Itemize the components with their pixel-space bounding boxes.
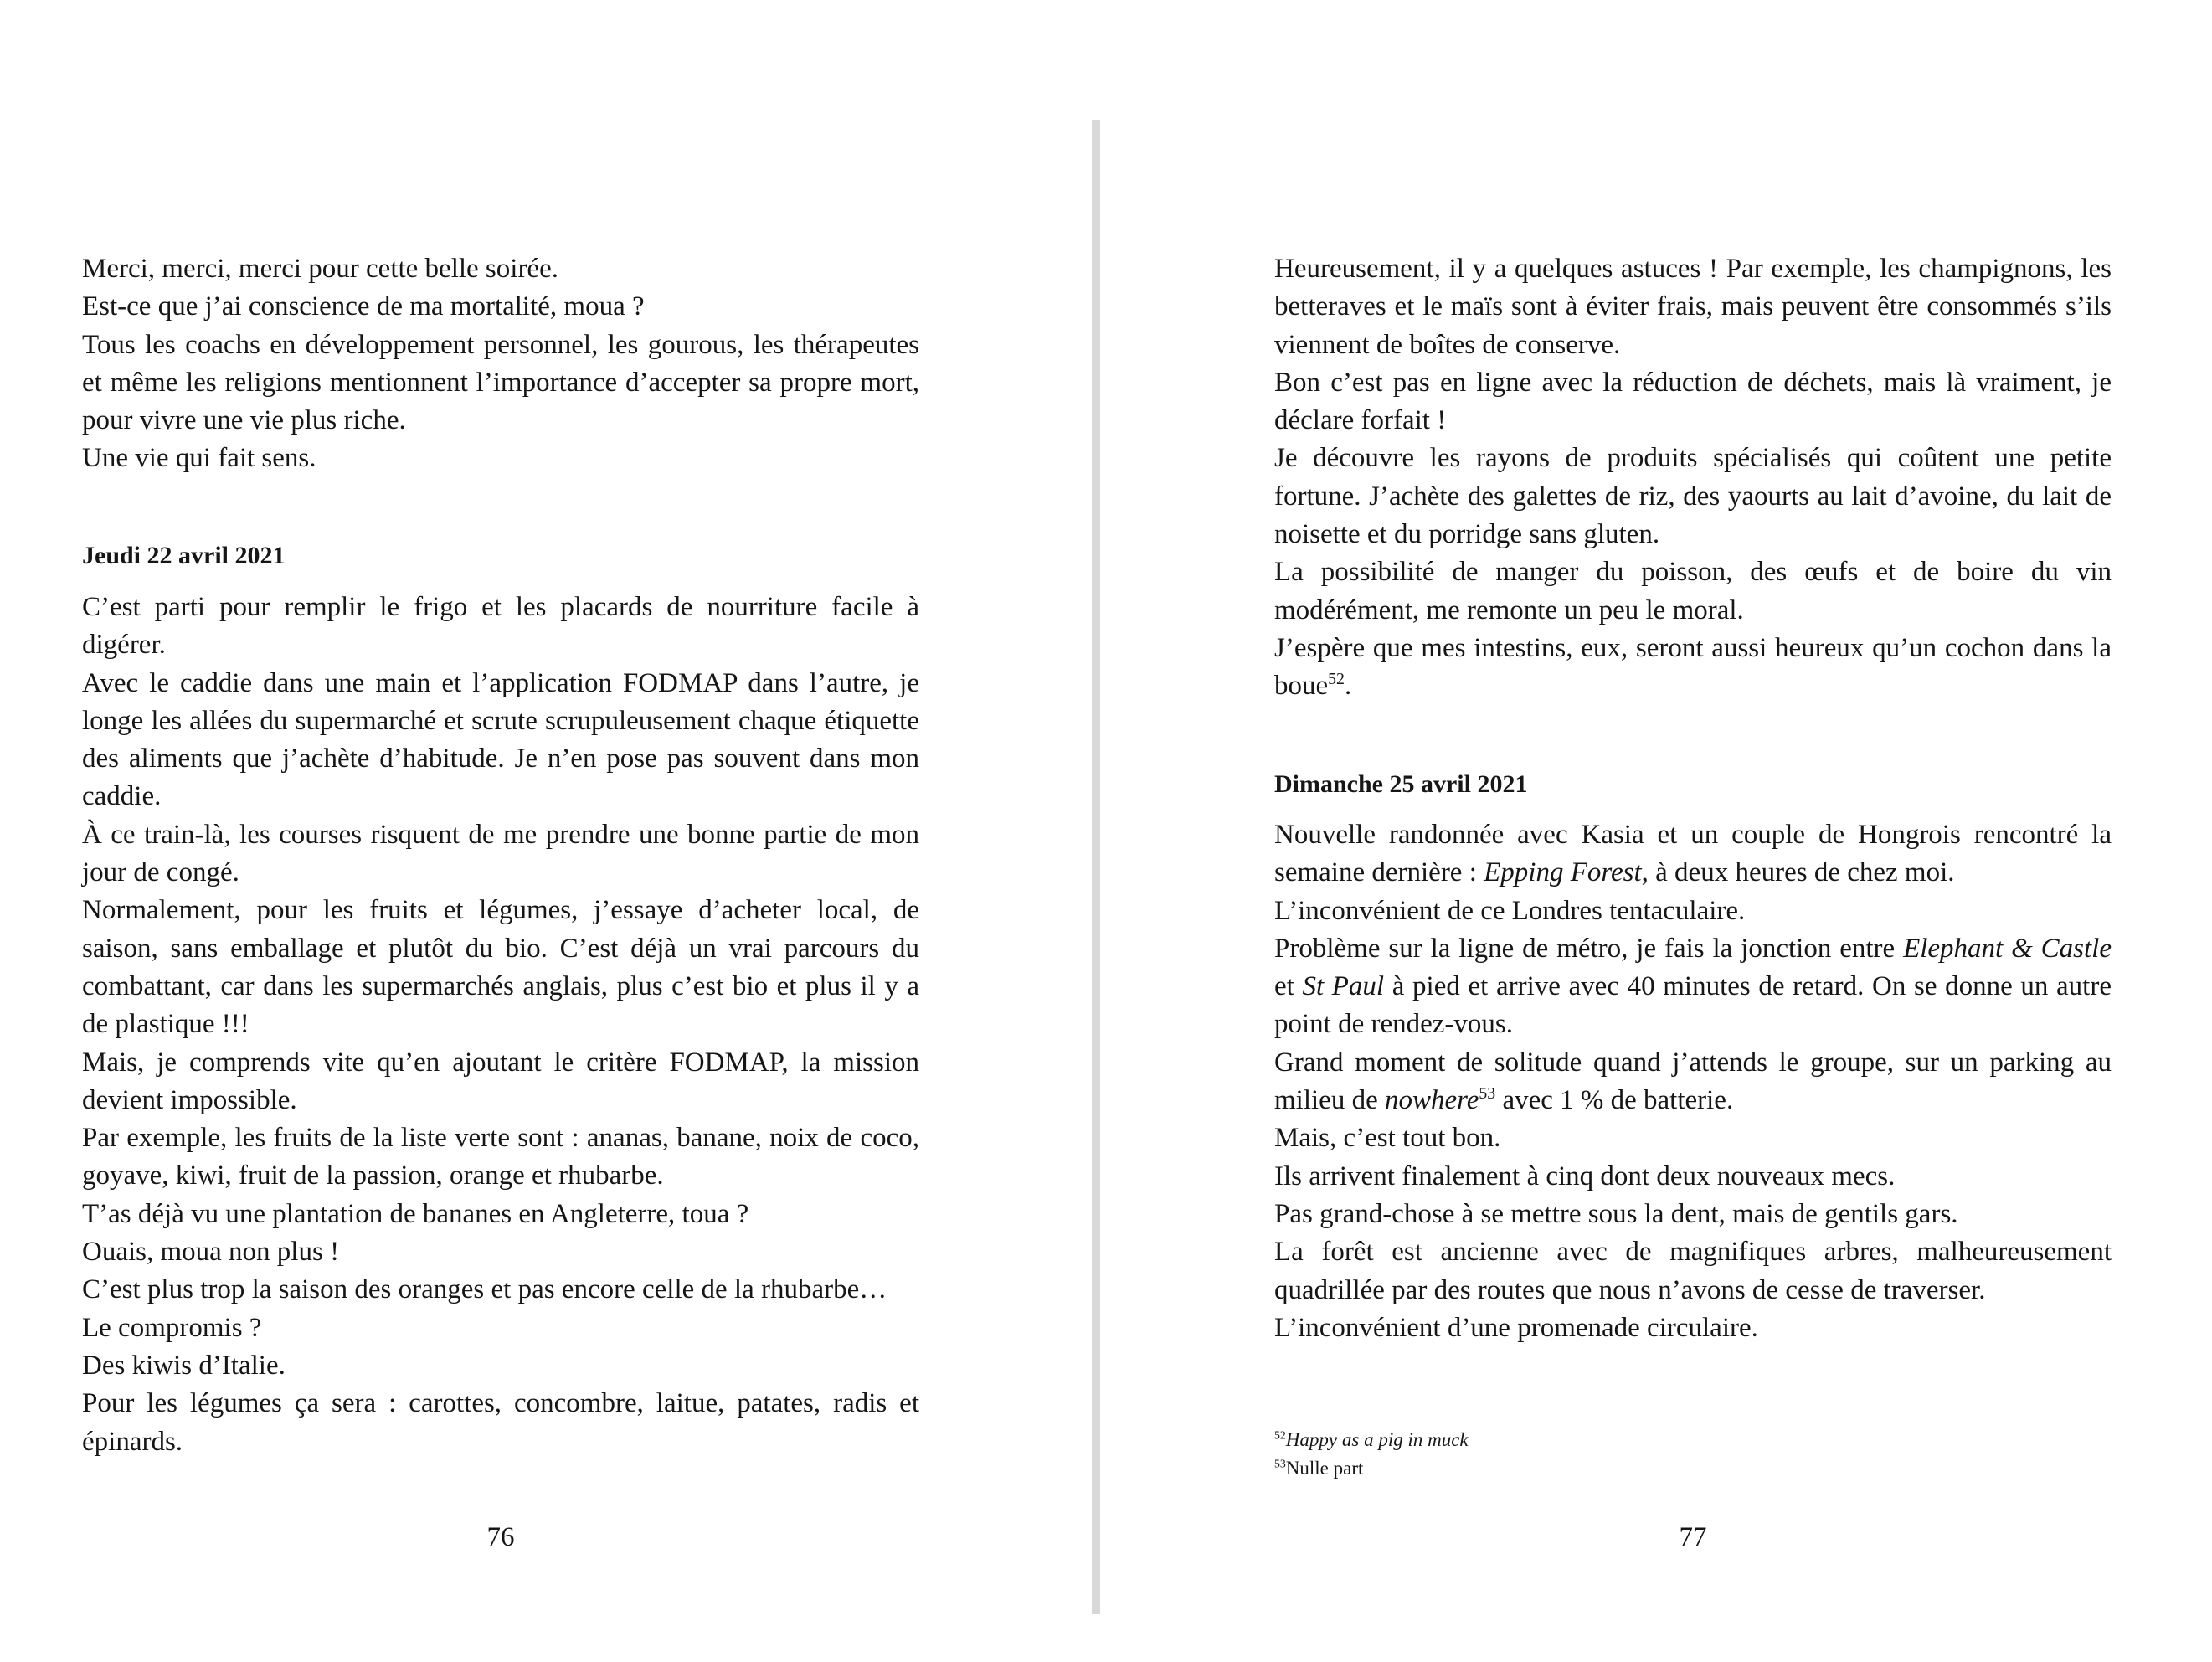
footnote-text: Happy as a pig in muck bbox=[1285, 1429, 1469, 1450]
right-page bbox=[1274, 0, 2112, 1662]
paragraph: Est-ce que j’ai conscience de ma mortalité, moua ? bbox=[82, 291, 645, 322]
paragraph: Mais, je comprends vite qu’en ajoutant le critère FODMAP, la mission devient impossible. bbox=[82, 1047, 919, 1115]
paragraph: Le compromis ? bbox=[82, 1312, 262, 1343]
paragraph: T’as déjà vu une plantation de bananes en Angleterre, toua ? bbox=[82, 1198, 749, 1229]
text-run: J’espère que mes intestins, eux, seront aussi heureux qu’un cochon dans la boue bbox=[1274, 632, 2112, 702]
paragraph: Mais, c’est tout bon. bbox=[1274, 1123, 1501, 1154]
diary-date-heading: Dimanche 25 avril 2021 bbox=[1274, 770, 1528, 798]
paragraph: Normalement, pour les fruits et légumes, j’essaye d’acheter local, de saison, sans emballage et plutôt du bio. C’est déjà un vrai parcours du combattant, car dans les supermarchés anglais, plus c’est bio et plus il y a de plastique !!! bbox=[82, 895, 919, 1040]
book-gutter bbox=[1092, 120, 1100, 1614]
paragraph: La possibilité de manger du poisson, des œufs et de boire du vin modérément, me remonte un peu le moral. bbox=[1274, 557, 2112, 625]
paragraph: La forêt est ancienne avec de magnifiques arbres, malheureusement quadrillée par des routes que nous n’avons de cesse de traverser. bbox=[1274, 1237, 2112, 1305]
right-entry-text bbox=[1274, 816, 2112, 1347]
text-run: avec 1 % de batterie. bbox=[1495, 1085, 1734, 1116]
left-page bbox=[82, 0, 919, 1662]
diary-date-heading: Jeudi 22 avril 2021 bbox=[82, 542, 286, 569]
paragraph: C’est parti pour remplir le frigo et les placards de nourriture facile à digérer. bbox=[82, 592, 919, 661]
place-name: Epping Forest bbox=[1484, 857, 1642, 888]
paragraph: Merci, merci, merci pour cette belle soirée. bbox=[82, 254, 558, 284]
paragraph: Ouais, moua non plus ! bbox=[82, 1237, 340, 1268]
text-run: . bbox=[1344, 671, 1352, 702]
text-run: Grand moment de solitude quand j’attends le groupe, sur un parking au milieu de bbox=[1274, 1047, 2112, 1116]
paragraph: Ils arrivent finalement à cinq dont deux nouveaux mecs. bbox=[1274, 1160, 1896, 1191]
footnote-ref: 53 bbox=[1479, 1084, 1496, 1104]
paragraph: Je découvre les rayons de produits spécialisés qui coûtent une petite fortune. J’achète des galettes de riz, des yaourts au lait d’avoine, du lait de noisette et du porridge sans gluten. bbox=[1274, 443, 2112, 550]
paragraph: Pour les légumes ça sera : carottes, concombre, laitue, patates, radis et épinards. bbox=[82, 1388, 919, 1457]
paragraph: Tous les coachs en développement personnel, les gourous, les thérapeutes et même les religions mentionnent l’importance d’accepter sa propre mort, pour vivre une vie plus riche. bbox=[82, 329, 919, 436]
paragraph: Pas grand-chose à se mettre sous la dent, mais de gentils gars. bbox=[1274, 1198, 1958, 1229]
left-entry-text bbox=[82, 589, 919, 1461]
footnote-number: 53 bbox=[1274, 1457, 1286, 1470]
text-run: à pied et arrive avec 40 minutes de retard. On se donne un autre point de rendez-vous. bbox=[1274, 971, 2112, 1040]
paragraph: C’est plus trop la saison des oranges et pas encore celle de la rhubarbe… bbox=[82, 1274, 887, 1305]
paragraph bbox=[1274, 930, 2112, 1044]
page-number: 77 bbox=[1679, 1522, 1707, 1552]
page-number: 76 bbox=[486, 1522, 515, 1552]
paragraph bbox=[1274, 630, 2112, 706]
paragraph: Une vie qui fait sens. bbox=[82, 443, 316, 474]
italic-word: nowhere bbox=[1384, 1085, 1479, 1116]
text-run: , à deux heures de chez moi. bbox=[1641, 857, 1955, 888]
paragraph: Heureusement, il y a quelques astuces ! Par exemple, les champignons, les betteraves et le maïs sont à éviter frais, mais peuvent être consommés s’ils viennent de boîtes de conserve. bbox=[1274, 254, 2112, 360]
footnote bbox=[1274, 1426, 1469, 1454]
right-intro-text bbox=[1274, 250, 2112, 706]
paragraph: L’inconvénient d’une promenade circulaire. bbox=[1274, 1312, 1758, 1343]
place-name: Elephant & Castle bbox=[1903, 933, 2112, 964]
paragraph: Des kiwis d’Italie. bbox=[82, 1350, 286, 1381]
paragraph: Par exemple, les fruits de la liste verte sont : ananas, banane, noix de coco, goyave, kiwi, fruit de la passion, orange et rhubarbe. bbox=[82, 1123, 919, 1191]
text-run: Problème sur la ligne de métro, je fais la jonction entre bbox=[1274, 933, 1904, 964]
place-name: St Paul bbox=[1302, 971, 1385, 1002]
text-run: Nouvelle randonnée avec Kasia et un couple de Hongrois rencontré la semaine dernière : bbox=[1274, 820, 2112, 888]
paragraph: À ce train-là, les courses risquent de me prendre une bonne partie de mon jour de congé. bbox=[82, 819, 919, 888]
footnotes bbox=[1274, 1426, 1469, 1483]
paragraph: L’inconvénient de ce Londres tentaculaire. bbox=[1274, 895, 1746, 926]
paragraph: Bon c’est pas en ligne avec la réduction de déchets, mais là vraiment, je déclare forfait ! bbox=[1274, 367, 2112, 436]
paragraph: Avec le caddie dans une main et l’application FODMAP dans l’autre, je longe les allées du supermarché et scrute scrupuleusement chaque étiquette des aliments que j’achète d’habitude. Je n’en pose pas souvent dans mon caddie. bbox=[82, 667, 919, 812]
footnote-text: Nulle part bbox=[1285, 1458, 1364, 1479]
footnote-number: 52 bbox=[1274, 1428, 1286, 1442]
left-intro-text bbox=[82, 250, 919, 478]
paragraph bbox=[1274, 816, 2112, 893]
paragraph bbox=[1274, 1044, 2112, 1120]
text-run: et bbox=[1274, 971, 1303, 1002]
footnote-ref: 52 bbox=[1328, 670, 1345, 689]
footnote bbox=[1274, 1454, 1469, 1483]
